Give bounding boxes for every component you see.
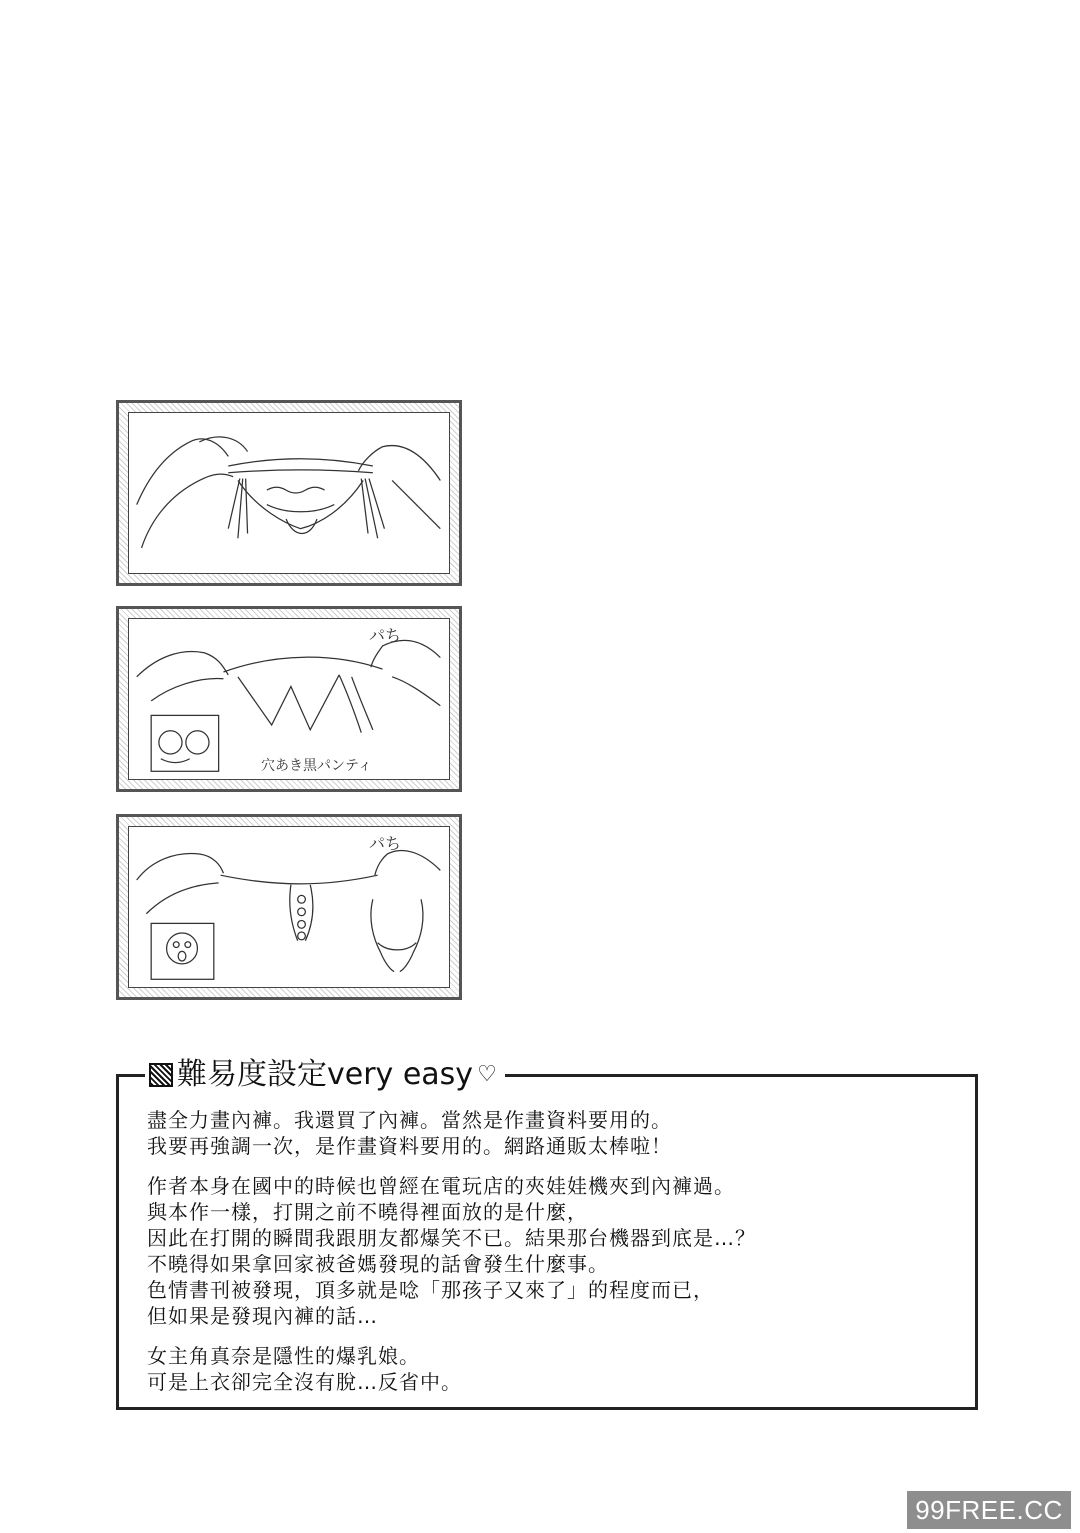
watermark: 99FREE.CC — [907, 1491, 1071, 1529]
note-paragraph-3 — [147, 1343, 955, 1395]
note-line: 色情書刊被發現，頂多就是唸「那孩子又來了」的程度而已， — [147, 1278, 714, 1302]
comic-panel-1 — [116, 400, 462, 586]
note-line: 盡全力畫內褲。我還買了內褲。當然是作畫資料要用的。 — [147, 1108, 672, 1132]
note-line: 因此在打開的瞬間我跟朋友都爆笑不已。結果那台機器到底是…？ — [147, 1226, 756, 1250]
note-line: 女主角真奈是隱性的爆乳娘。 — [147, 1344, 420, 1368]
author-note-box — [116, 1057, 978, 1410]
note-line: 作者本身在國中的時候也曾經在電玩店的夾娃娃機夾到內褲過。 — [147, 1174, 735, 1198]
note-line: 可是上衣卻完全沒有脫…反省中。 — [147, 1370, 462, 1394]
comic-panel-3 — [116, 814, 462, 1000]
panel-3-drawing — [128, 826, 450, 988]
note-title-text: 難易度設定very easy — [177, 1057, 474, 1092]
panel-2-drawing — [128, 618, 450, 780]
note-line: 我要再強調一次，是作畫資料要用的。網路通販太棒啦！ — [147, 1134, 672, 1158]
heart-icon: ♡ — [477, 1062, 497, 1087]
note-paragraph-1 — [147, 1107, 955, 1159]
note-body — [147, 1107, 955, 1409]
hatched-square-icon — [149, 1063, 173, 1087]
note-line: 不曉得如果拿回家被爸媽發現的話會發生什麼事。 — [147, 1252, 609, 1276]
panel-1-drawing — [128, 412, 450, 574]
sound-effect: パち — [369, 834, 402, 853]
sound-effect: パち — [369, 626, 402, 645]
panel-caption: 穴あき黒パンティ — [261, 758, 372, 774]
note-title — [145, 1055, 505, 1095]
note-line: 但如果是發現內褲的話… — [147, 1304, 378, 1328]
note-paragraph-2 — [147, 1173, 955, 1329]
note-line: 與本作一樣，打開之前不曉得裡面放的是什麼， — [147, 1200, 588, 1224]
sketch-panties-held-1 — [129, 413, 449, 573]
comic-panel-2 — [116, 606, 462, 792]
